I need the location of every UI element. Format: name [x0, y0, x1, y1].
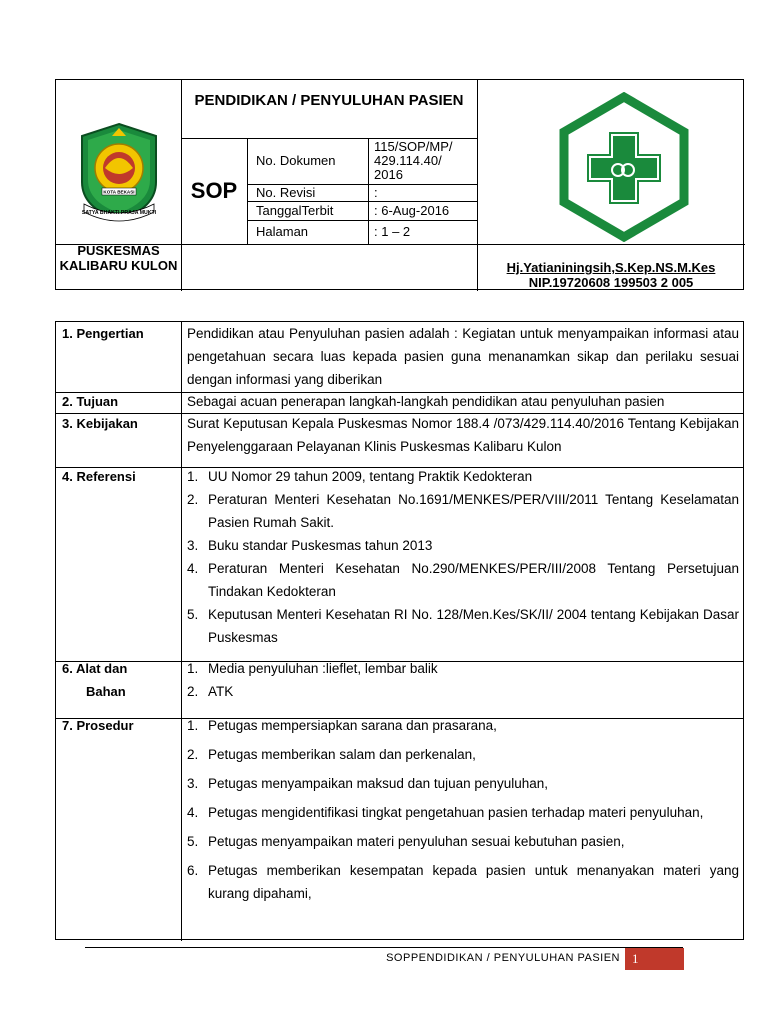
section-label-bahan: Bahan: [86, 684, 126, 699]
header-table: [55, 79, 744, 290]
issue-date-label: TanggalTerbit: [256, 203, 334, 218]
page-label: Halaman: [256, 224, 309, 239]
section-label-kebijakan: 3. Kebijakan: [62, 416, 138, 431]
doc-number-label: No. Dokumen: [256, 153, 336, 168]
list-item: 6. Petugas memberikan kesempatan kepada pasien untuk menanyakan materi yang kurang dipahami,: [187, 863, 739, 901]
page-number: 1: [625, 948, 684, 970]
list-item: 3. Petugas menyampaikan maksud dan tujuan penyuluhan,: [187, 776, 548, 791]
list-item: 2. Petugas memberikan salam dan perkenalan,: [187, 747, 476, 762]
section-label-prosedur: 7. Prosedur: [62, 718, 134, 733]
list-item: 3. Buku standar Puskesmas tahun 2013: [187, 538, 433, 553]
alat-list: [187, 657, 739, 703]
signatory-nip: NIP.19720608 199503 2 005: [528, 275, 694, 290]
list-item: 5. Petugas menyampaikan materi penyuluhan sesuai kebutuhan pasien,: [187, 834, 625, 849]
signatory-name: Hj.Yatianiningsih,S.Kep.NS.M.Kes: [506, 260, 716, 275]
emblem-banner: KOTA BEKASI: [103, 189, 135, 195]
content-table: [55, 321, 744, 940]
list-item: 2. ATK: [187, 684, 234, 699]
revision-value: :: [374, 185, 378, 200]
sop-label: SOP: [190, 178, 238, 203]
footer-rule: [85, 947, 683, 948]
list-item: 2. Peraturan Menteri Kesehatan No.1691/MENKES/PER/VIII/2011 Tentang Keselamatan Pasien Rumah Sakit.: [187, 492, 739, 530]
footer-text: SOPPENDIDIKAN / PENYULUHAN PASIEN: [386, 952, 620, 964]
section-label-pengertian: 1. Pengertian: [62, 326, 144, 341]
document-title: PENDIDIKAN / PENYULUHAN PASIEN: [194, 92, 464, 109]
referensi-list: [187, 465, 739, 649]
doc-number-value: 115/SOP/MP/ 429.114.40/ 2016: [374, 139, 453, 182]
section-label-alat: 6. Alat dan: [62, 661, 128, 676]
page-value: : 1 – 2: [374, 224, 411, 239]
list-item: 4. Petugas mengidentifikasi tingkat pengetahuan pasien terhadap materi penyuluhan,: [187, 805, 704, 820]
list-item: 1. UU Nomor 29 tahun 2009, tentang Praktik Kedokteran: [187, 469, 533, 484]
puskesmas-name: PUSKESMAS KALIBARU KULON: [59, 243, 178, 273]
signatory: [477, 260, 745, 290]
list-item: 5. Keputusan Menteri Kesehatan RI No. 128/Men.Kes/SK/II/ 2004 tentang Kebijakan Dasar Puskesmas: [187, 607, 739, 645]
revision-label: No. Revisi: [256, 185, 316, 200]
issue-date-value: : 6-Aug-2016: [374, 203, 450, 218]
prosedur-list: [187, 714, 739, 911]
emblem-motto: SATYA BHAKTI PRAJA MUKTI: [81, 210, 157, 216]
section-label-tujuan: 2. Tujuan: [62, 394, 119, 409]
section-text-pengertian: Pendidikan atau Penyuluhan pasien adalah : Kegiatan untuk menyampaikan informasi atau pengetahuan secara luas kepada pasien guna menanamkan sikap dan perilaku sesuai dengan informasi yang diberikan: [187, 326, 739, 387]
section-text-kebijakan: Surat Keputusan Kepala Puskesmas Nomor 188.4 /073/429.114.40/2016 Tentang Kebijakan Penyelenggaraan Pelayanan Klinis Puskesmas Kalibaru Kulon: [187, 416, 739, 454]
puskesmas-logo-icon: [554, 92, 694, 242]
section-label-referensi: 4. Referensi: [62, 469, 136, 484]
regional-emblem-icon: [74, 120, 164, 225]
section-text-tujuan: Sebagai acuan penerapan langkah-langkah pendidikan atau penyuluhan pasien: [187, 394, 665, 409]
list-item: 4. Peraturan Menteri Kesehatan No.290/MENKES/PER/III/2008 Tentang Persetujuan Tindakan Kedokteran: [187, 561, 739, 599]
list-item: 1. Media penyuluhan :lieflet, lembar balik: [187, 661, 438, 676]
list-item: 1. Petugas mempersiapkan sarana dan prasarana,: [187, 718, 497, 733]
